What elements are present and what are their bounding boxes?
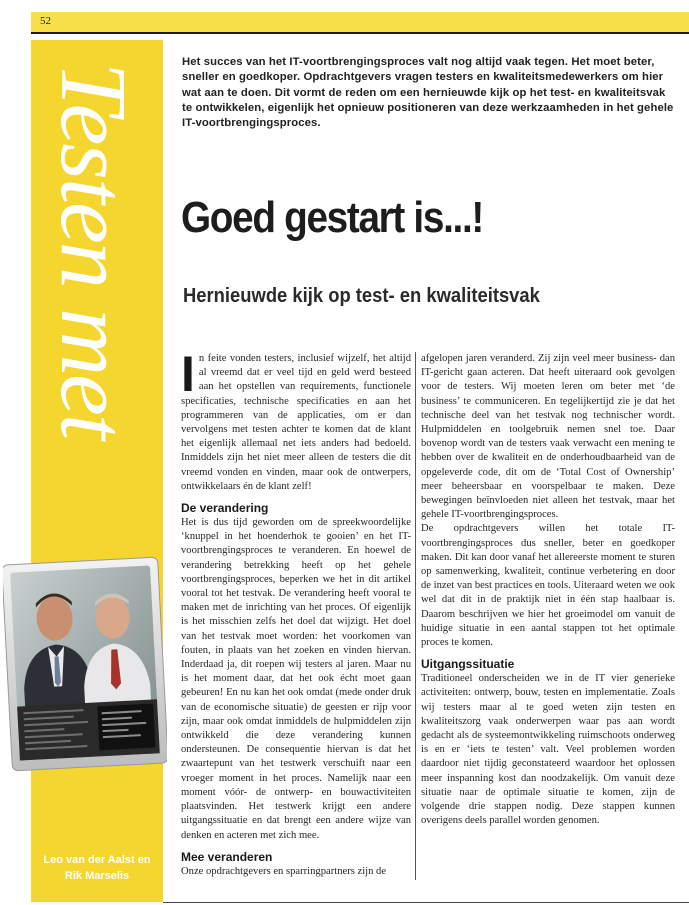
page-number: 52 [40,15,51,27]
heading-uitgangssituatie: Uitgangssituatie [421,657,515,672]
author-credit [31,852,163,884]
left-paragraph-3: Onze opdrachtgevers en sparringpartners zijn de [181,865,387,877]
column-divider [415,352,416,880]
dropcap: I [181,346,195,402]
right-paragraph-3: Traditioneel onderscheiden we in de IT vier generieke activiteiten: ontwerp, bouw, testen en implementatie. Zoals wij testers maar al te goed weten zijn testen en kwaliteitszorg vaak onderwerpen waar pas aan wordt gedacht als de systeemontwikkeling ruimschoots onderweg is en er ‘iets te testen’ valt. Veel problemen worden daardoor niet tijdig geconstateerd waardoor het oplossen meer inspanning kost dan noodzakelijk. Om vanuit deze situatie naar de optimale situatie te komen, zijn de volgende drie stappen nodig. Deze stappen kunnen overigens deels parallel worden genomen. [421,673,675,827]
author-line-2: Rik Marselis [64,870,130,882]
heading-de-verandering: De verandering [181,501,269,516]
author-photo [3,555,167,773]
sidebar-title [31,52,163,572]
left-column [181,346,411,879]
page-header-bar [31,12,689,34]
left-paragraph-1 [181,346,411,494]
right-paragraph-2: De opdrachtgevers willen het totale IT-voortbrengingsproces dus sneller, beter en goedkoper maken. Dit kan door vanaf het allereerste moment te sturen op samenwerking, kwaliteit, continue verbetering en door de inzet van best practices en tools. Uiteraard weten we ook wel dat dit in de praktijk niet in één stap haalbaar is. Daarom beschrijven we hier het groeimodel om vanuit de huidige situatie in een aantal stappen tot het optimale proces te komen. [421,523,675,649]
left-paragraph-1-text: n feite vonden testers, inclusief wijzelf, het altijd al vreemd dat er veel tijd en geld werd besteed aan het opstellen van requirements, functionele specificaties, technische specificaties en aan het programmeren van de applicaties, om er dan vervolgens met testen achter te komen dat de klant het eigenlijk allemaal net iets anders had bedoeld. Inmiddels zijn het niet meer alleen de testers die dit vreemd vonden en vinden, maar ook de ontwerpers, ontwikkelaars én de klant zelf! [181,353,411,492]
bottom-rule [163,902,689,903]
article-subtitle: Hernieuwde kijk op test- en kwaliteitsvak [183,285,540,307]
sidebar-title-text: Testen met [41,62,145,439]
right-paragraph-1: afgelopen jaren veranderd. Zij zijn veel meer business- dan IT-gericht gaan acteren. Dat heeft uiteraard ook gevolgen voor de testers. Wij moeten leren om beter met ‘de business’ te communiceren. En tegelijkertijd zie je dat het technische deel van het testvak nog technischer wordt. Hulpmiddelen en toolgebruik nemen snel toe. Daar bovenop wordt van de testers vaak verwacht een mening te hebben over de kwaliteit en de onderhoudbaarheid van de opgeleverde code, dit om de ‘Total Cost of Ownership’ meer beheersbaar en voorspelbaar te maken. Deze bewegingen beïnvloeden niet alleen het testvak, maar het gehele IT-voortbrengingsproces. [421,353,675,521]
author-line-1: Leo van der Aalst en [43,854,151,866]
right-column [421,352,675,829]
left-paragraph-2: Het is dus tijd geworden om de spreekwoordelijke ‘knuppel in het hoenderhok te gooien’ en het IT-voortbrengingsproces te veranderen. En hoewel de verandering betrekking heeft op het gehele voortbrengingsproces, beperken we het in dit artikel vooral tot het testvak. De verandering heeft vooral te maken met de inrichting van het proces. Of eigenlijk is het misschien zelfs het doel dat wijzigt. Het doel van het testvak moet worden: het voorkomen van fouten, in plaats van het zoeken en vinden hiervan. Inderdaad ja, dit roepen wij testers al jaren. Maar nu is het moment daar, dat het ook écht moet gaan gebeuren! En nu kan het ook omdat (mede onder druk van de economische situatie) de geesten er rijp voor zijn, maar ook omdat inmiddels de hulpmiddelen zijn ontwikkeld die deze verandering kunnen ondersteunen. De consequentie hiervan is dat het zwaartepunt van het testwerk verschuift naar een vroeger moment in het proces. Namelijk naar een moment vóór- de ontwerp- en bouwactiviteiten plaatsvinden. Het testwerk krijgt een andere uitgangssituatie en dat brengt een andere wijze van denken en acteren met zich mee. [181,517,411,841]
article-headline: Goed gestart is...! [181,193,483,242]
intro-paragraph: Het succes van het IT-voortbrengingsproces valt nog altijd vaak tegen. Het moet beter, sneller en goedkoper. Opdrachtgevers vragen testers en kwaliteitsmedewerkers om hier wat aan te doen. Dit vormt de reden om een hernieuwde kijk op het test- en kwaliteitsvak te ontwikkelen, eigenlijk het opnieuw positioneren van deze werkzaamheden in het gehele IT-voortbrengingsproces. [182,56,674,130]
heading-mee-veranderen: Mee veranderen [181,849,273,864]
